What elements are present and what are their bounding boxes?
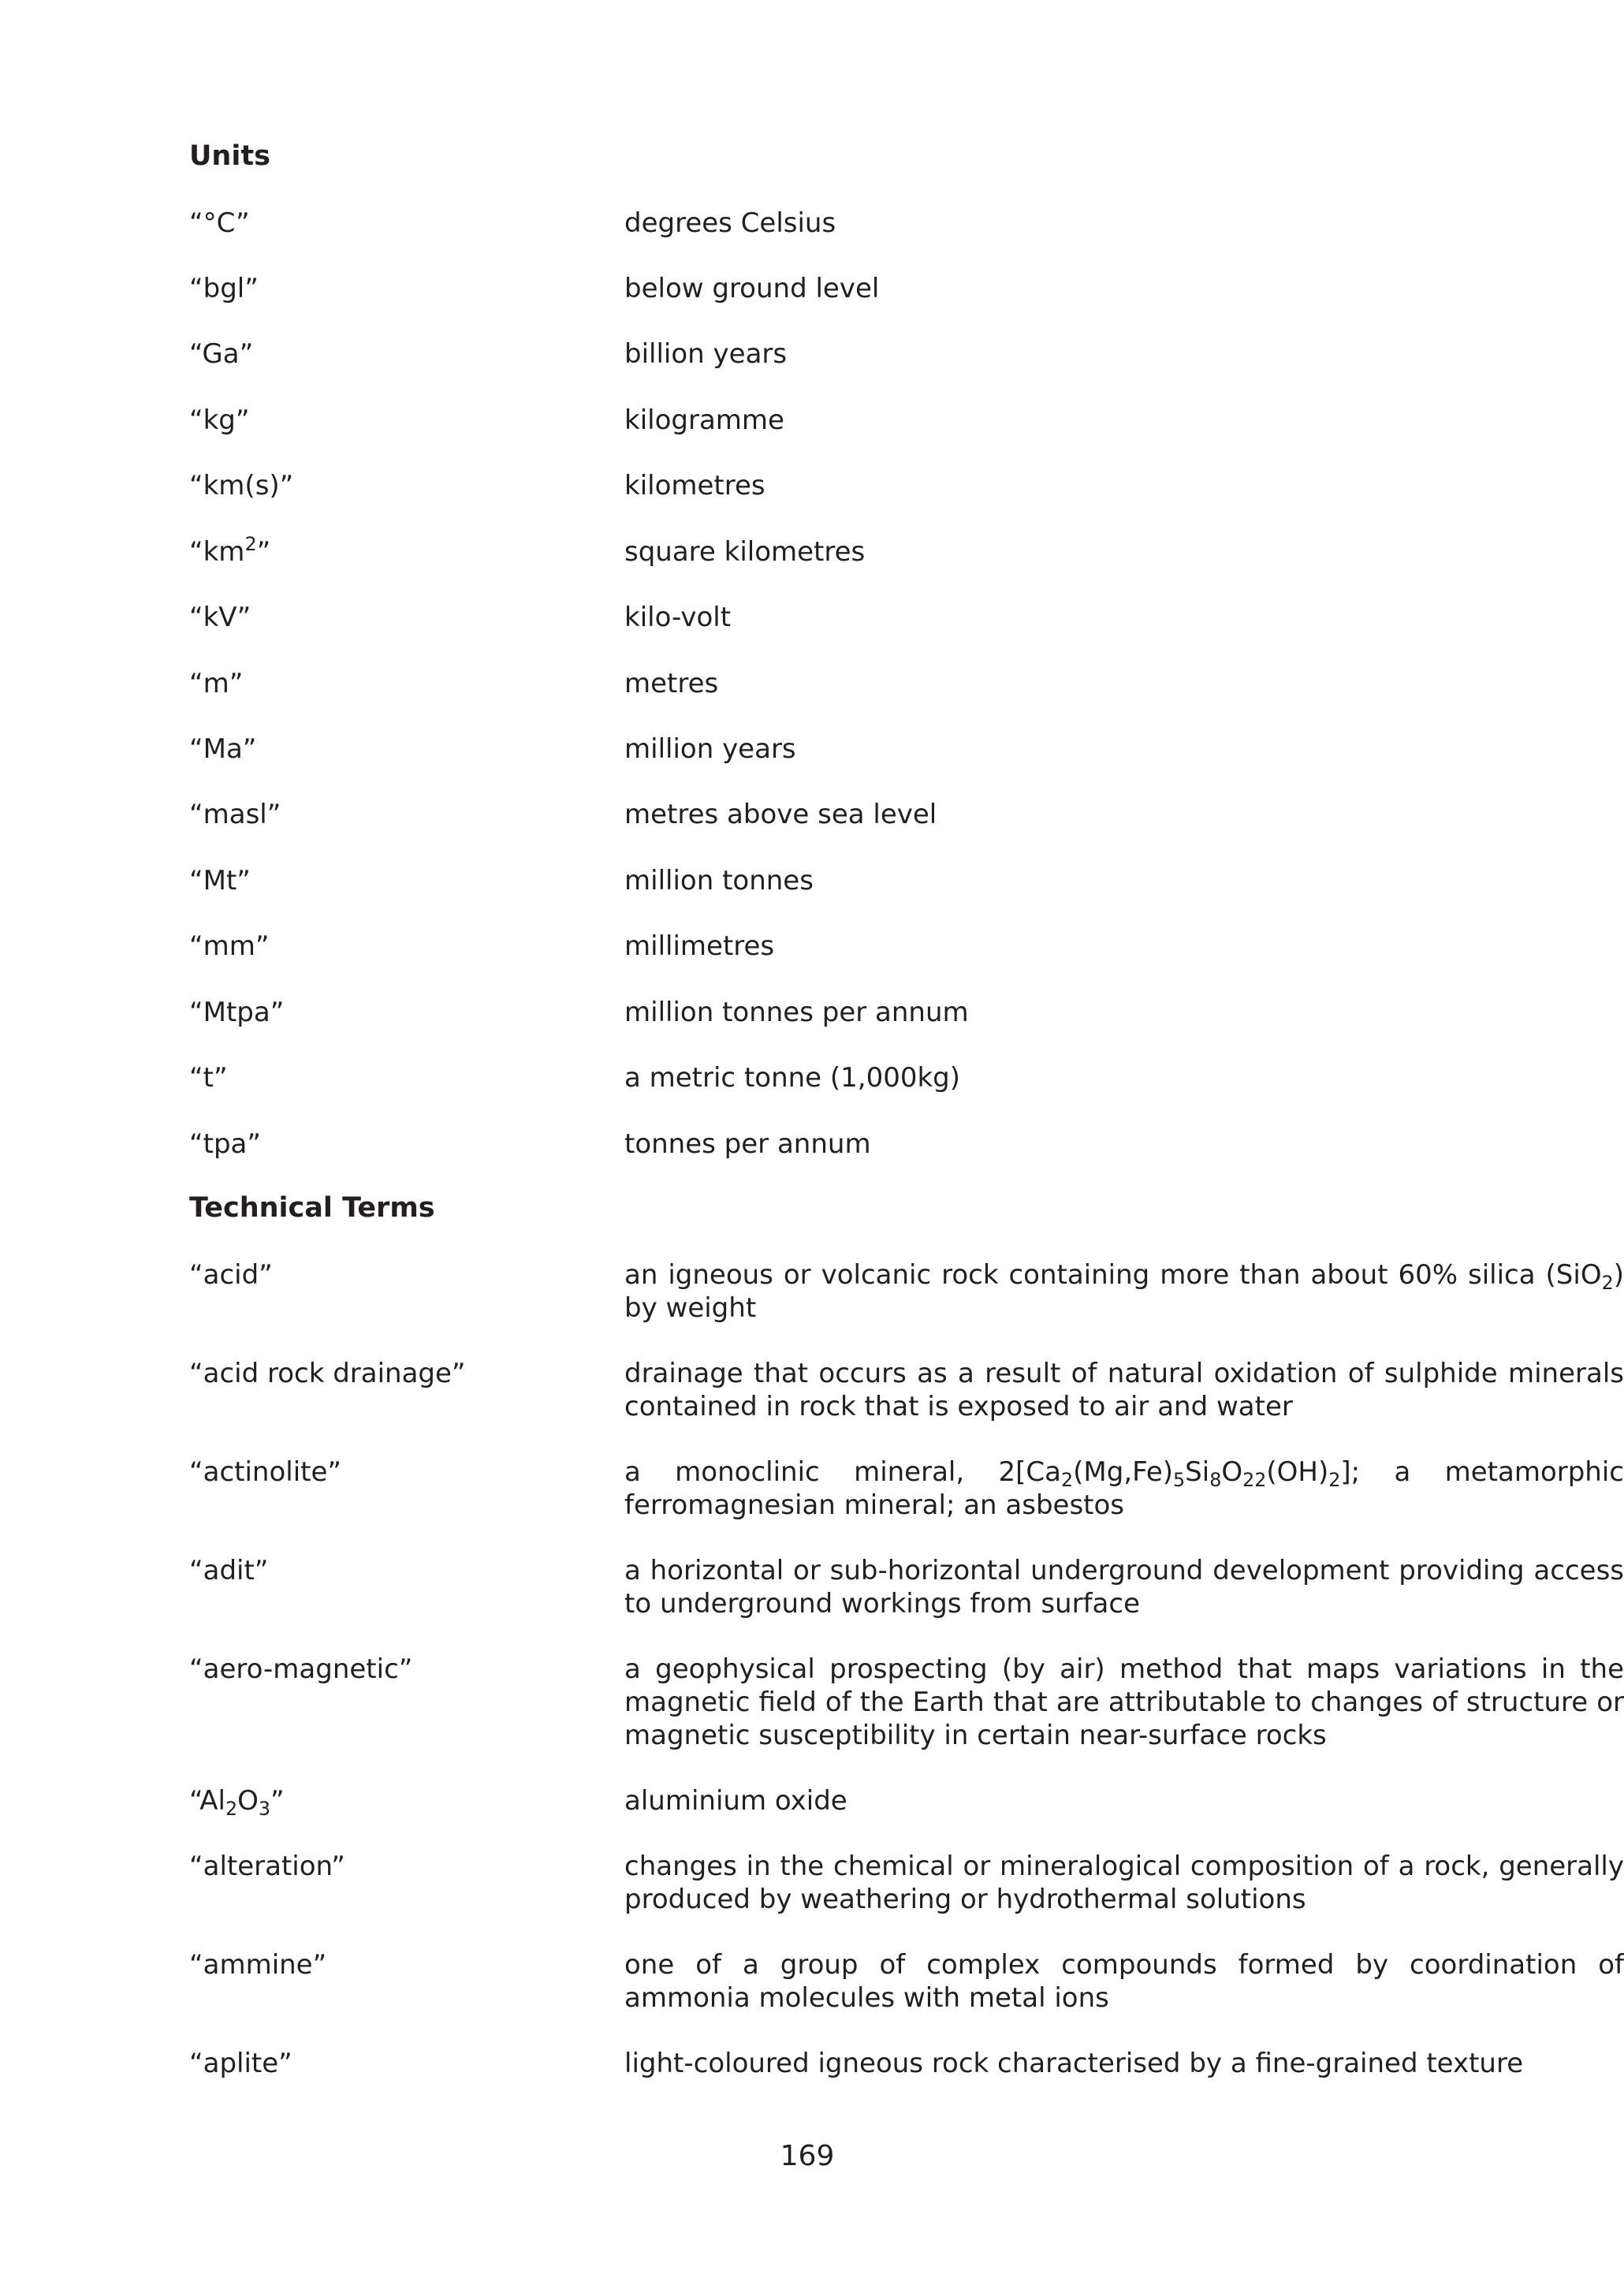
entry-definition: kilo-volt <box>624 602 732 633</box>
entry-term: “mm” <box>189 930 270 962</box>
entry-definition: degrees Celsius <box>624 207 836 239</box>
section-heading-units: Units <box>189 140 270 172</box>
entry-definition: below ground level <box>624 273 880 304</box>
section-heading-technical-terms: Technical Terms <box>189 1192 435 1224</box>
entry-definition: billion years <box>624 338 788 370</box>
entry-term: “aplite” <box>189 2048 292 2079</box>
entry-term: “aero-magnetic” <box>189 1653 413 1685</box>
entry-definition: a horizontal or sub-horizontal underground development providing access to underground workings from surface <box>624 1555 1624 1620</box>
entry-definition: kilometres <box>624 470 765 501</box>
entry-definition: metres above sea level <box>624 799 937 830</box>
entry-term: “bgl” <box>189 273 259 304</box>
entry-definition: kilogramme <box>624 404 784 436</box>
entry-definition: aluminium oxide <box>624 1785 847 1817</box>
entry-term: “alteration” <box>189 1851 345 1882</box>
entry-definition: a monoclinic mineral, $2[Ca_2(Mg,Fe)_5Si_8O_{22}(OH)_2]$; a metamorphic ferromagnesian mineral; an asbestos <box>624 1456 1624 1521</box>
entry-term: “Ma” <box>189 733 257 765</box>
entry-term: “m” <box>189 668 244 699</box>
entry-term: “$Al_2O_3$” <box>189 1785 285 1821</box>
page-number: 169 <box>780 2140 835 2172</box>
entry-term: “ammine” <box>189 1949 327 1981</box>
entry-definition: an igneous or volcanic rock containing more than about 60% silica (SiO$_2$) by weight <box>624 1259 1624 1324</box>
entry-definition: light-coloured igneous rock characterised by a fine-grained texture <box>624 2048 1524 2079</box>
entry-term: “adit” <box>189 1555 269 1586</box>
entry-definition: million tonnes per annum <box>624 997 969 1028</box>
entry-term: “kg” <box>189 404 250 436</box>
entry-term: “tpa” <box>189 1128 261 1160</box>
entry-term: “km(s)” <box>189 470 294 501</box>
entry-term: “Mt” <box>189 865 251 896</box>
entry-term: “acid rock drainage” <box>189 1358 466 1389</box>
entry-definition: tonnes per annum <box>624 1128 871 1160</box>
entry-definition: metres <box>624 668 719 699</box>
entry-term: “Ga” <box>189 338 254 370</box>
entry-term: “kV” <box>189 602 251 633</box>
entry-definition: changes in the chemical or mineralogical composition of a rock, generally produced by weathering or hydrothermal solutions <box>624 1851 1624 1915</box>
entry-definition: square kilometres <box>624 536 866 568</box>
entry-definition: drainage that occurs as a result of natural oxidation of sulphide minerals contained in rock that is exposed to air and water <box>624 1358 1624 1422</box>
entry-term: “actinolite” <box>189 1456 342 1488</box>
entry-definition: one of a group of complex compounds formed by coordination of ammonia molecules with metal ions <box>624 1949 1624 2014</box>
entry-definition: million years <box>624 733 796 765</box>
entry-term: “Mtpa” <box>189 997 285 1028</box>
entry-term: “masl” <box>189 799 281 830</box>
entry-term: “°C” <box>189 207 250 239</box>
entry-definition: millimetres <box>624 930 775 962</box>
entry-definition: million tonnes <box>624 865 814 896</box>
entry-definition: a metric tonne (1,000kg) <box>624 1062 961 1094</box>
entry-definition: a geophysical prospecting (by air) method that maps variations in the magnetic field of the Earth that are attributable to changes of structure or magnetic susceptibility in certain near-surface rocks <box>624 1653 1624 1751</box>
entry-term: “t” <box>189 1062 228 1094</box>
entry-term: “acid” <box>189 1259 273 1291</box>
entry-term: “$km^2$” <box>189 532 271 568</box>
